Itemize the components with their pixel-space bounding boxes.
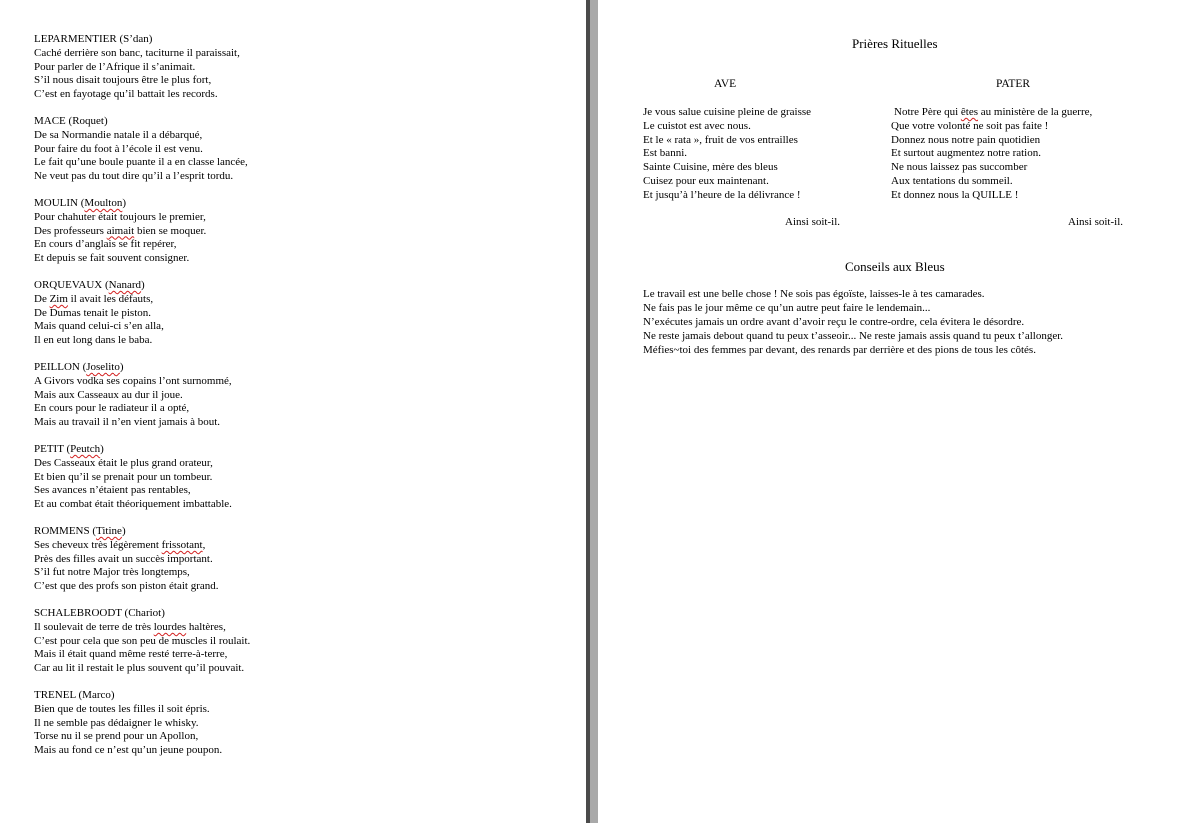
poem-line: C’est en fayotage qu’il battait les records. — [34, 88, 218, 100]
poem-heading: PEILLON (Joselito) — [34, 361, 124, 373]
ave-line: Cuisez pour eux maintenant. — [643, 174, 769, 187]
poem-line: S’il nous disait toujours être le plus fort, — [34, 74, 212, 87]
spellcheck-flag: Peutch — [70, 443, 101, 455]
poem-heading: LEPARMENTIER (S’dan) — [34, 33, 153, 45]
spellcheck-flag: lourdes — [153, 620, 187, 633]
pater-title: PATER — [996, 78, 1031, 90]
poem-line: En cours pour le radiateur il a opté, — [34, 402, 190, 415]
ave-line: Et le « rata », fruit de vos entrailles — [643, 133, 798, 146]
poem-rommens — [34, 525, 554, 594]
spellcheck-flag: frissotant — [161, 538, 203, 551]
ave-amen: Ainsi soit-il. — [785, 216, 841, 228]
left-page — [0, 0, 586, 823]
pater-line: Ne nous laissez pas succomber — [891, 161, 1028, 173]
pater-amen: Ainsi soit-il. — [1068, 216, 1124, 228]
ave-line: Sainte Cuisine, mère des bleus — [643, 161, 778, 173]
poems-column — [34, 33, 554, 771]
advice-line: Méfies~toi des femmes par devant, des renards par derrière et des pions de tous les côtés. — [643, 344, 1036, 357]
spellcheck-flag: Joselito — [86, 361, 120, 373]
poem-heading: ORQUEVAUX (Nanard) — [34, 279, 145, 291]
poem-schalebroodt — [34, 607, 554, 676]
poem-line: Des professeurs aimait bien se moquer. — [34, 224, 207, 237]
poem-peillon — [34, 361, 554, 430]
advice-line: Ne fais pas le jour même ce qu’un autre peut faire le lendemain... — [643, 302, 931, 315]
advice-line: Ne reste jamais debout quand tu peux t’asseoir... Ne reste jamais assis quand tu peux t’allonger. — [643, 330, 1064, 343]
poem-line: Caché derrière son banc, taciturne il paraissait, — [34, 46, 240, 59]
pater-line: Que votre volonté ne soit pas faite ! — [891, 119, 1049, 132]
spellcheck-flag: aimait — [106, 224, 135, 237]
prayers-title: Prières Rituelles — [852, 36, 938, 51]
poem-line: De Zim il avait les défauts, — [34, 292, 154, 305]
ave-line: Et jusqu’à l’heure de la délivrance ! — [643, 188, 801, 201]
poem-line: Et bien qu’il se prenait pour un tombeur. — [34, 470, 213, 483]
poem-heading: TRENEL (Marco) — [34, 689, 115, 701]
poem-line: Ne veut pas du tout dire qu’il a l’esprit tordu. — [34, 170, 234, 182]
poem-line: Et depuis se fait souvent consigner. — [34, 252, 190, 264]
poem-line: Pour parler de l’Afrique il s’animait. — [34, 60, 196, 73]
poem-line: Près des filles avait un succès important. — [34, 552, 213, 565]
advice-line: Le travail est une belle chose ! Ne sois pas égoïste, laisses-le à tes camarades. — [643, 288, 985, 300]
pater-line: Donnez nous notre pain quotidien — [891, 133, 1041, 146]
poem-line: Torse nu il se prend pour un Apollon, — [34, 730, 199, 743]
advice-list — [643, 287, 1063, 357]
ave-title: AVE — [714, 78, 737, 90]
pater-line: Notre Père qui êtes au ministère de la guerre, — [894, 106, 1093, 118]
poem-line: Mais au fond ce n’est qu’un jeune poupon. — [34, 744, 223, 756]
poem-line: A Givors vodka ses copains l’ont surnommé, — [34, 374, 232, 387]
poem-line: Des Casseaux était le plus grand orateur, — [34, 456, 213, 469]
poem-line: Pour chahuter était toujours le premier, — [34, 210, 206, 223]
poem-line: Ses cheveux très légèrement frissotant, — [34, 538, 206, 551]
advice-line: N’exécutes jamais un ordre avant d’avoir reçu le contre-ordre, cela évitera le désordre. — [643, 316, 1025, 329]
spellcheck-flag: Nanard — [108, 279, 142, 291]
pater-line: Aux tentations du sommeil. — [891, 174, 1013, 187]
ave-prayer — [643, 106, 811, 202]
poem-heading: PETIT (Peutch) — [34, 443, 104, 455]
poem-line: Il en eut long dans le baba. — [34, 334, 153, 346]
poem-moulin — [34, 197, 554, 266]
poem-line: C’est pour cela que son peu de muscles il roulait. — [34, 634, 251, 647]
poem-line: Mais aux Casseaux au dur il joue. — [34, 388, 183, 401]
pater-line: Et surtout augmentez notre ration. — [891, 147, 1041, 160]
advice-title: Conseils aux Bleus — [845, 259, 945, 274]
poem-orquevaux — [34, 279, 554, 348]
pater-line: Et donnez nous la QUILLE ! — [891, 188, 1019, 201]
poem-leparmentier — [34, 33, 554, 102]
poem-line: Ses avances n’étaient pas rentables, — [34, 484, 191, 497]
poem-line: Il soulevait de terre de très lourdes haltères, — [34, 620, 226, 633]
poem-line: Mais il était quand même resté terre-à-terre, — [34, 648, 228, 661]
poem-heading: MOULIN (Moulton) — [34, 197, 126, 209]
poem-trenel — [34, 689, 554, 758]
poem-line: Mais quand celui-ci s’en alla, — [34, 320, 164, 333]
poem-line: Et au combat était théoriquement imbattable. — [34, 498, 232, 510]
poem-heading: MACE (Roquet) — [34, 115, 108, 127]
poem-line: C’est que des profs son piston était grand. — [34, 580, 219, 592]
spellcheck-flag: Zim — [49, 292, 68, 305]
poem-petit — [34, 443, 554, 512]
poem-heading: ROMMENS (Titine) — [34, 525, 126, 537]
poem-line: En cours d’anglais se fit repérer, — [34, 238, 177, 251]
poem-line: Mais au travail il n’en vient jamais à bout. — [34, 416, 221, 428]
poem-line: Il ne semble pas dédaigner le whisky. — [34, 716, 199, 729]
poem-line: Bien que de toutes les filles il soit épris. — [34, 702, 210, 715]
poem-line: Car au lit il restait le plus souvent qu’il pouvait. — [34, 662, 245, 674]
poem-line: S’il fut notre Major très longtemps, — [34, 566, 190, 579]
poem-line: Pour faire du foot à l’école il est venu. — [34, 142, 203, 155]
spellcheck-flag: êtes — [960, 106, 979, 118]
pater-prayer — [891, 106, 1092, 202]
spellcheck-flag: Moulton — [84, 197, 123, 209]
ave-line: Je vous salue cuisine pleine de graisse — [643, 106, 812, 118]
ave-line: Le cuistot est avec nous. — [643, 119, 751, 132]
ave-line: Est banni. — [643, 147, 687, 160]
page-gap — [590, 0, 598, 823]
spellcheck-flag: Titine — [96, 525, 122, 537]
right-page — [598, 0, 1189, 823]
poem-line: De Dumas tenait le piston. — [34, 306, 152, 319]
poem-line: Le fait qu’une boule puante il a en classe lancée, — [34, 156, 248, 169]
poem-heading: SCHALEBROODT (Chariot) — [34, 607, 165, 619]
poem-mace — [34, 115, 554, 184]
poem-line: De sa Normandie natale il a débarqué, — [34, 128, 203, 141]
